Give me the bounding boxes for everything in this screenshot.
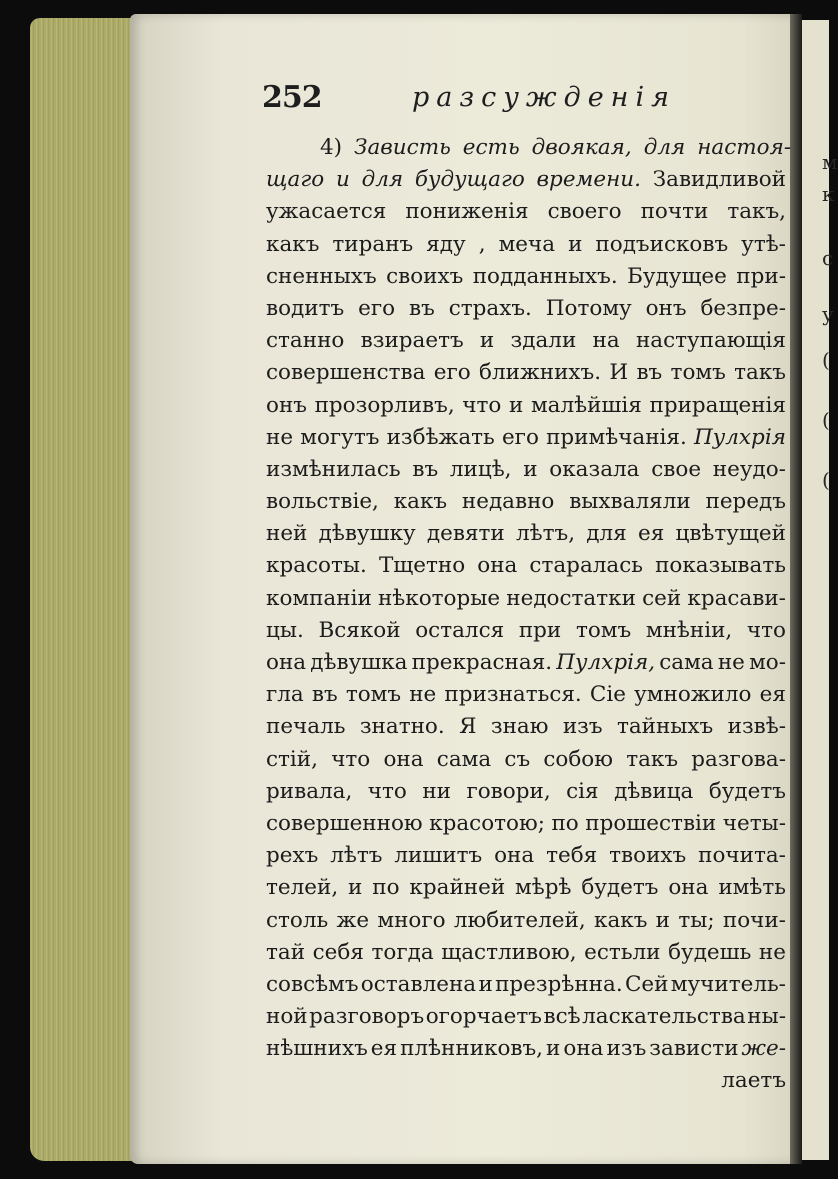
word: и [479, 328, 495, 354]
word: же [336, 907, 370, 933]
word: она [563, 1036, 604, 1062]
word: въ [408, 295, 435, 321]
word: недавно [461, 489, 555, 515]
text-line [266, 872, 786, 904]
word: дѣвушку [318, 521, 416, 547]
word: водитъ [266, 295, 345, 321]
word: томъ [670, 360, 726, 386]
word: тебя [546, 843, 598, 869]
word: лицѣ, [449, 456, 512, 482]
word: передъ [705, 489, 786, 515]
word: лѣтъ, [516, 521, 576, 547]
word: четы- [722, 810, 786, 836]
word: дѣвушка [310, 650, 408, 675]
page-number: 252 [262, 80, 322, 115]
word: телей, [266, 875, 339, 901]
word: цы. [266, 617, 304, 643]
word: себя [312, 939, 364, 965]
text-line [266, 615, 786, 647]
word: она [383, 746, 424, 772]
word: презрѣнна. [495, 971, 623, 997]
word: яду [426, 231, 466, 257]
word: ласкательства [582, 1004, 746, 1030]
word: остался [415, 617, 505, 643]
word: и [508, 392, 524, 418]
next-page-fragment: ( [822, 468, 830, 492]
text-line [266, 1033, 786, 1065]
word: могутъ [300, 424, 380, 450]
word: умножило [634, 682, 752, 708]
text-line [266, 325, 786, 357]
word: подданныхъ. [472, 263, 618, 289]
word: Потому [545, 295, 632, 321]
word: что [462, 392, 502, 418]
word: она [477, 553, 518, 579]
word: измѣнилась [266, 456, 401, 482]
word: огорчаетъ [425, 1004, 542, 1030]
word: Сіе [589, 682, 626, 708]
word: показывать [655, 553, 786, 579]
word: какъ [594, 907, 648, 933]
word: гла [266, 682, 304, 708]
word: совершенства [266, 360, 426, 386]
word: вольствіе, [266, 489, 379, 515]
text-line [266, 518, 786, 550]
word: въ [636, 360, 663, 386]
word: имѣть [718, 875, 786, 901]
text-line [266, 422, 786, 454]
word: Будущее [627, 263, 727, 289]
word: 4) [320, 135, 343, 160]
word: подъисковъ [595, 231, 729, 257]
text-line [266, 776, 786, 808]
word: какъ [266, 231, 320, 257]
word: нѣшнихъ [266, 1036, 368, 1062]
text-line [266, 132, 792, 164]
word: для [361, 167, 404, 193]
word: сія [566, 778, 599, 804]
word: щаго [266, 167, 325, 193]
word: будетъ [708, 778, 786, 804]
text-line [266, 196, 786, 228]
word: красави- [687, 585, 786, 611]
text-line [266, 937, 786, 969]
word: печаль [266, 714, 346, 740]
word: въ [311, 682, 338, 708]
text-line [266, 293, 786, 325]
word: онъ [645, 295, 687, 321]
word: для [586, 521, 627, 547]
word: малѣйшія [530, 392, 642, 418]
word: компаніи [266, 585, 372, 611]
text-line [266, 261, 786, 293]
word: говори, [466, 778, 551, 804]
word: избѣжать [386, 424, 495, 450]
word: свое [651, 456, 702, 482]
word: при- [736, 263, 786, 289]
word: разговоръ [309, 1004, 425, 1030]
book-gutter [790, 14, 802, 1164]
word: пониженія [405, 199, 529, 225]
word: ной [266, 1004, 308, 1030]
word: разгова- [691, 746, 786, 772]
text-line [266, 905, 786, 937]
word: мѣрѣ [515, 875, 572, 901]
word: неудо- [712, 456, 786, 482]
word: будетъ [581, 875, 659, 901]
word: красотою; [429, 810, 545, 836]
word: ней [266, 521, 308, 547]
word: какъ [393, 489, 448, 515]
word: по [551, 810, 579, 836]
next-page-edge [802, 20, 838, 1160]
word: прошествіи [585, 810, 717, 836]
text-line [266, 164, 786, 196]
word: что [746, 617, 786, 643]
word: такъ, [727, 199, 786, 225]
word: для [643, 135, 686, 160]
word: извѣ- [727, 714, 786, 740]
text-line [266, 486, 786, 518]
word: ни [422, 778, 451, 804]
word: здали [510, 328, 577, 354]
word: ея [370, 1036, 398, 1062]
word: мнѣніи, [645, 617, 733, 643]
word: на [592, 328, 620, 354]
word: безпре- [700, 295, 786, 321]
word: ны- [747, 1004, 786, 1030]
word: старалась [529, 553, 643, 579]
word: и [546, 1036, 561, 1062]
word: и [568, 231, 583, 257]
word: она [668, 875, 709, 901]
text-line [266, 711, 786, 743]
word: тиранъ [332, 231, 414, 257]
text-line [266, 583, 786, 615]
word: почти [640, 199, 709, 225]
next-page-fragment: к [822, 182, 835, 206]
running-head: разсужденія [412, 82, 676, 113]
word: Тщетно [378, 553, 466, 579]
word: стій, [266, 746, 318, 772]
word: наступающія [635, 328, 786, 354]
word: что [367, 778, 407, 804]
main-paragraph [266, 132, 792, 1098]
word: мучитель- [670, 971, 786, 997]
word: томъ [345, 682, 402, 708]
word: признаться. [444, 682, 582, 708]
word: щастливою, [441, 939, 577, 965]
word: такъ [734, 360, 786, 386]
word: нѣкоторые [377, 585, 501, 611]
word: красоты. [266, 553, 367, 579]
word: сама [436, 746, 492, 772]
word: въ [412, 456, 439, 482]
word: его [433, 360, 471, 386]
word: двоякая, [531, 135, 632, 160]
text-line [266, 744, 786, 776]
word: знаю [490, 714, 549, 740]
word: тогда [371, 939, 434, 965]
word: утѣ- [741, 231, 786, 257]
word: зависти [649, 1036, 739, 1062]
word: выхваляли [569, 489, 691, 515]
word: она [494, 843, 535, 869]
text-line [266, 969, 786, 1001]
word: недостатки [506, 585, 636, 611]
word: знатно. [359, 714, 445, 740]
word: Зависть [354, 135, 451, 160]
word: съ [504, 746, 531, 772]
word: онъ [266, 392, 307, 418]
word: девяти [426, 521, 505, 547]
word: И [609, 360, 629, 386]
word: крайней [409, 875, 506, 901]
word: Я [459, 714, 477, 740]
text-line [266, 229, 786, 261]
word: страхъ. [448, 295, 532, 321]
catchword-line [266, 1065, 786, 1097]
word: почи- [722, 907, 786, 933]
next-page-fragment: м [822, 150, 838, 174]
word: станно [266, 328, 345, 354]
word: по [372, 875, 400, 901]
word: его [501, 424, 539, 450]
word: всѣ [543, 1004, 581, 1030]
word: Сей [624, 971, 669, 997]
word: тайныхъ [616, 714, 714, 740]
word: лишитъ [394, 843, 483, 869]
word: любителей, [453, 907, 586, 933]
word: собою [543, 746, 613, 772]
word: столь [266, 907, 329, 933]
word: сама [659, 650, 714, 675]
word: прекрасная. [411, 650, 553, 675]
next-page-fragment: ( [822, 348, 830, 372]
word: сненныхъ [266, 263, 377, 289]
word: совсѣмъ [266, 971, 359, 997]
word: же- [741, 1036, 786, 1062]
word: ужасается [266, 199, 387, 225]
word: своего [547, 199, 622, 225]
word: ея [637, 521, 665, 547]
word: и [348, 875, 363, 901]
word: примѣчанія. [546, 424, 687, 450]
catchword: лаетъ [721, 1068, 786, 1094]
word: много [377, 907, 446, 933]
word: меча [498, 231, 556, 257]
word: и [478, 971, 493, 997]
word: Пулхрія [694, 424, 786, 450]
word: оставлена [360, 971, 477, 997]
word: плѣнниковъ, [400, 1036, 544, 1062]
text-line [266, 390, 786, 422]
text-line [266, 357, 786, 389]
word: томъ [575, 617, 632, 643]
word: изъ [606, 1036, 647, 1062]
text-line [266, 808, 786, 840]
text-line [266, 1001, 786, 1033]
word: Пулхрія, [556, 650, 656, 675]
word: твоихъ [609, 843, 687, 869]
word: будущаго [414, 167, 525, 193]
word: изъ [562, 714, 603, 740]
word: ея [759, 682, 786, 708]
word: своихъ [386, 263, 464, 289]
word: что [331, 746, 371, 772]
word: при [518, 617, 562, 643]
word: его [358, 295, 396, 321]
word: и [655, 907, 671, 933]
next-page-fragment: с [822, 246, 834, 270]
word: Всякой [318, 617, 401, 643]
word: не [717, 650, 745, 675]
word: прозорливъ, [314, 392, 455, 418]
word: рехъ [266, 843, 319, 869]
text-line [266, 550, 786, 582]
word: времени. [536, 167, 641, 193]
text-line [266, 679, 786, 711]
word: ривала, [266, 778, 353, 804]
word: есть [462, 135, 520, 160]
page-header [262, 80, 676, 120]
text-line [266, 840, 786, 872]
word: не [266, 424, 294, 450]
word: и [523, 456, 538, 482]
word: не [409, 682, 437, 708]
text-line [266, 454, 786, 486]
word: приращенія [649, 392, 786, 418]
word: сей [642, 585, 682, 611]
next-page-fragment: ( [822, 408, 830, 432]
word: оказала [549, 456, 640, 482]
word: , [478, 231, 486, 257]
word: мо- [749, 650, 786, 675]
word: почита- [698, 843, 786, 869]
word: Завидливой [652, 167, 786, 193]
word: взираетъ [360, 328, 464, 354]
text-line [266, 647, 786, 679]
word: настоя- [697, 135, 792, 160]
word: ближнихъ. [479, 360, 602, 386]
word: ты; [678, 907, 715, 933]
word: дѣвица [614, 778, 694, 804]
word: она [266, 650, 307, 675]
next-page-fragment: у [822, 302, 834, 326]
word: такъ [626, 746, 679, 772]
word: будешь [668, 939, 752, 965]
word: естьли [584, 939, 661, 965]
word: цвѣтущей [675, 521, 786, 547]
word: тай [266, 939, 306, 965]
word: не [758, 939, 786, 965]
word: лѣтъ [330, 843, 383, 869]
word: совершенною [266, 810, 423, 836]
word: и [335, 167, 350, 193]
